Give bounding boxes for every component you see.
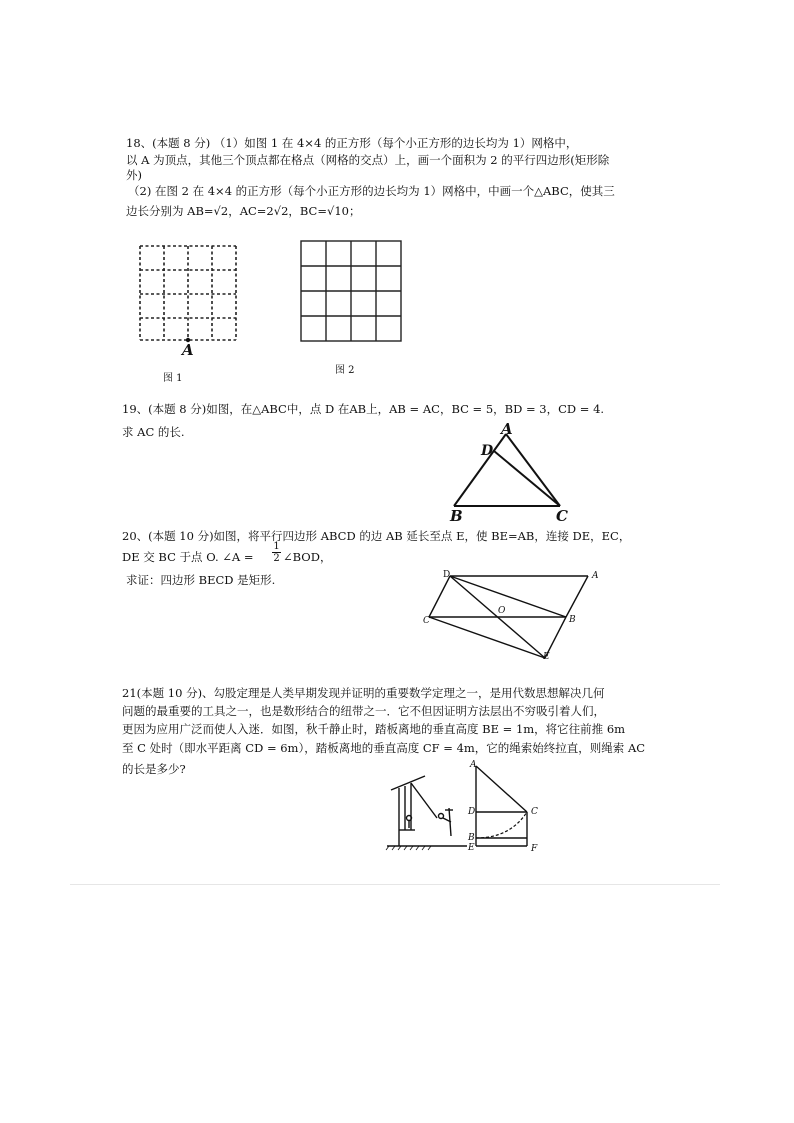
q18-fig1-caption: 图 1 [163,373,183,384]
q21-label-a: A [470,760,477,770]
q19-line2: 求 AC 的长. [122,425,185,439]
q20-label-o: O [498,606,506,616]
q21-label-d: D [468,807,476,817]
q20-label-a: A [592,571,599,581]
q21-label-c: C [531,807,538,817]
q18-line4: （2) 在图 2 在 4×4 的正方形（每个小正方形的边长均为 1）网格中，中画一个△ABC，使其三 [128,184,615,198]
q20-label-b: B [569,615,576,625]
q20-parallelogram-figure [420,568,605,668]
q20-label-c: C [423,616,430,626]
q20-label-d: D [443,570,451,580]
q18-fig2-caption: 图 2 [335,365,355,376]
q18-line2: 以 A 为顶点，其他三个顶点都在格点（网格的交点）上，画一个面积为 2 的平行四边形(矩形除 [126,153,610,167]
q18-line5: 边长分别为 AB=√2，AC=2√2，BC=√10； [126,204,361,218]
q21-swing-illustration [385,770,470,855]
q20-frac-numerator: 1 [273,541,280,552]
q21-line2: 问题的最重要的工具之一，也是数形结合的纽带之一．它不但因证明方法层出不穷吸引着人们， [122,704,605,718]
q21-line3: 更因为应用广泛而使人入迷．如图，秋千静止时，踏板离地的垂直高度 BE = 1m，将它往前推 6m [122,722,626,736]
q20-fraction [272,541,281,564]
q19-label-c: C [556,507,568,525]
q21-line1: 21(本题 10 分)、勾股定理是人类早期发现并证明的重要数学定理之一，是用代数思想解决几何 [122,686,605,700]
q21-label-b: B [468,833,475,843]
q20-label-e: E [543,652,550,662]
q20-frac-denominator: 2 [273,553,280,564]
q20-line2a: DE 交 BC 于点 O. ∠A = [122,550,254,564]
q19-label-a: A [501,420,513,438]
q18-line1: 18、(本题 8 分) （1）如图 1 在 4×4 的正方形（每个小正方形的边长均为 1）网格中， [126,136,578,150]
q20-line2b: ∠BOD， [283,550,332,564]
q18-fig1-point-a: A [182,341,194,359]
page-fold-line [70,884,720,885]
q21-label-f: F [531,844,538,854]
q20-line3: 求证：四边形 BECD 是矩形. [126,573,276,587]
q21-geometry-figure [465,762,565,858]
q21-label-e: E [468,843,475,853]
q19-label-b: B [450,507,463,525]
q20-line1: 20、(本题 10 分)如图，将平行四边形 ABCD 的边 AB 延长至点 E，使 BE=AB，连接 DE，EC， [122,529,631,543]
q18-line3: 外) [126,168,142,182]
q19-line1: 19、(本题 8 分)如图，在△ABC中，点 D 在AB上，AB = AC，BC = 5，BD = 3，CD = 4. [122,402,605,416]
q21-line5: 的长是多少? [122,762,186,776]
q19-label-d: D [481,443,494,459]
q18-figure1-dashed-grid [138,244,238,344]
q21-line4: 至 C 处时（即水平距离 CD = 6m），踏板离地的垂直高度 CF = 4m，它的绳索始终拉直，则绳索 AC [122,741,646,755]
q18-figure2-grid [300,240,402,342]
